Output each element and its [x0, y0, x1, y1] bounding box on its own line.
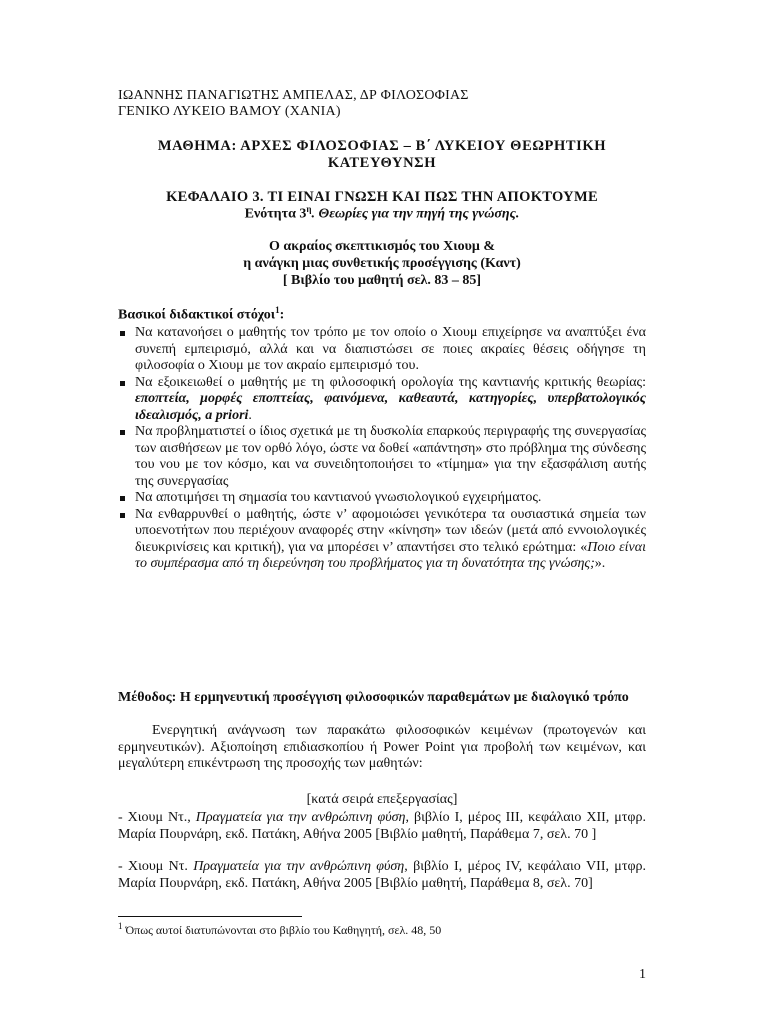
footnote-ref: 1	[275, 305, 280, 315]
topic-line-1: Ο ακραίος σκεπτικισμός του Χιουμ &	[269, 239, 495, 254]
reference-author: - Χιουμ Ντ.	[118, 859, 194, 874]
lesson-title: ΜΑΘΗΜΑ: ΑΡΧΕΣ ΦΙΛΟΣΟΦΙΑΣ – Β΄ ΛΥΚΕΙΟΥ ΘΕΩΡΗΤΙΚΗ ΚΑΤΕΥΘΥΝΣΗ	[157, 138, 607, 171]
footnote-marker: 1	[118, 921, 123, 931]
page-number: 1	[639, 967, 646, 982]
objective-end: ».	[594, 556, 606, 571]
reference-item	[118, 810, 646, 843]
unit-title	[118, 204, 646, 223]
list-item	[118, 424, 646, 490]
method-heading: Μέθοδος: Η ερμηνευτική προσέγγιση φιλοσοφικών παραθεμάτων με διαλογικό τρόπο	[118, 690, 629, 705]
list-item	[118, 507, 646, 573]
objectives-heading-text: Βασικοί διδακτικοί στόχοι	[118, 307, 276, 323]
objective-terms: εποπτεία, μορφές εποπτείας, φαινόμενα, καθεαυτά, κατηγορίες, υπερβατολογικός ιδεαλισμός, a priori	[135, 391, 646, 423]
school-line: ΓΕΝΙΚΟ ΛΥΚΕΙΟ ΒΑΜΟΥ (ΧΑΝΙΑ)	[118, 104, 341, 119]
unit-prefix: Ενότητα 3	[244, 206, 307, 222]
objective-end: .	[248, 407, 252, 423]
topic-line-2: η ανάγκη μιας συνθετικής προσέγγισης (Καντ)	[243, 256, 521, 271]
order-note: [κατά σειρά επεξεργασίας]	[306, 792, 458, 807]
list-item	[118, 325, 646, 375]
footnote-text: Όπως αυτοί διατυπώνονται στο βιβλίο του Καθηγητή, σελ. 48, 50	[122, 923, 442, 937]
reference-author: - Χιουμ Ντ.,	[118, 810, 196, 825]
topic-line-3: [ Βιβλίο του μαθητή σελ. 83 – 85]	[282, 273, 482, 288]
footnote-separator	[118, 916, 302, 917]
objective-text: Να προβληματιστεί ο ίδιος σχετικά με τη δυσκολία επαρκούς περιγραφής της συνεργασίας των αισθήσεων με τον ορθό λόγο, ώστε να δοθεί «απάντηση» στο πρόβλημα της σύνδεσης του νου με τον κόσμο, και να συνειδητοποιήσει το «τίμημα» για την εξασφάλιση αυτής της συνεργασίας	[135, 424, 646, 489]
author-line: ΙΩΑΝΝΗΣ ΠΑΝΑΓΙΩΤΗΣ ΑΜΠΕΛΑΣ, ΔΡ ΦΙΛΟΣΟΦΙΑΣ	[118, 88, 469, 103]
reference-title: Πραγματεία για την ανθρώπινη φύση	[195, 810, 406, 825]
objective-text: Να κατανοήσει ο μαθητής τον τρόπο με τον οποίο ο Χιουμ επιχείρησε να αναπτύξει ένα συνεπή εμπειρισμό, αλλά και να διαπιστώσει σε ποιες ακραίες θέσεις οδήγησε τη φιλοσοφία ο Χιουμ με τον ακραίο εμπειρισμό του.	[135, 325, 646, 373]
reference-title: Πραγματεία για την ανθρώπινη φύση	[193, 859, 405, 874]
reference-details: , βιβλίο Ι, μέρος IV, κεφάλαιο VII, μτφρ. Μαρία Πουρνάρη, εκδ. Πατάκη, Αθήνα 2005 [Βιβλίο μαθητή, Παράθεμα 8, σελ. 70]	[118, 859, 647, 891]
objective-question: Ποιο είναι το συμπέρασμα από τη διερεύνηση του προβλήματος για τη δυνατότητα της γνώσης;	[135, 539, 646, 571]
reference-item	[118, 859, 646, 892]
objectives-heading-colon: :	[279, 307, 285, 323]
method-paragraph: Ενεργητική ανάγνωση των παρακάτω φιλοσοφικών κειμένων (πρωτογενών και ερμηνευτικών). Αξιοποίηση επιδιασκοπίου ή Power Point για προβολή των κειμένων, και μεγαλύτερη επικέντρωση της προσοχής των μαθητών:	[118, 723, 646, 771]
list-item	[118, 490, 646, 507]
reference-details: , βιβλίο Ι, μέρος ΙΙΙ, κεφάλαιο ΧΙΙ, μτφρ. Μαρία Πουρνάρη, εκδ. Πατάκη, Αθήνα 2005 [Βιβλίο μαθητή, Παράθεμα 7, σελ. 70 ]	[118, 810, 646, 842]
chapter-title: ΚΕΦΑΛΑΙΟ 3. ΤΙ ΕΙΝΑΙ ΓΝΩΣΗ ΚΑΙ ΠΩΣ ΤΗΝ ΑΠΟΚΤΟΥΜΕ	[166, 189, 598, 205]
unit-suffix: . Θεωρίες για την πηγή της γνώσης.	[311, 206, 520, 222]
footnote	[118, 921, 441, 938]
objective-text: Να ενθαρρυνθεί ο μαθητής, ώστε ν’ αφομοιώσει γενικότερα τα ουσιαστικά σημεία των υποενοτήτων που περιέχουν αναφορές στην «κίνηση» των ιδεών (μετά από εννοιολογικές διευκρινίσεις και κριτική), για να μπορέσει ν’ απαντήσει στο τελικό ερώτημα: «	[135, 506, 646, 555]
objectives-heading	[118, 305, 646, 324]
objectives-list	[118, 325, 646, 573]
list-item	[118, 375, 646, 425]
unit-sup: η	[306, 204, 312, 214]
objective-text: Να εξοικειωθεί ο μαθητής με τη φιλοσοφική ορολογία της καντιανής κριτικής θεωρίας:	[135, 374, 646, 390]
objective-text: Να αποτιμήσει τη σημασία του καντιανού γνωσιολογικού εγχειρήματος.	[135, 490, 542, 505]
